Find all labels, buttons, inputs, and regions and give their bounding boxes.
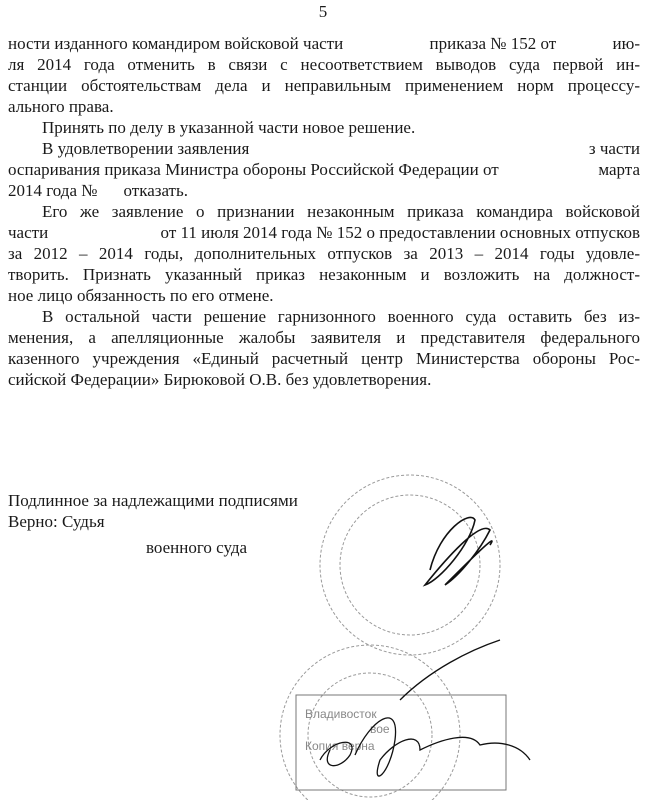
text-line: ля 2014 года отменить в связи с несоответствием выводов суда первой ин- xyxy=(8,55,640,74)
text-segment: от 11 июля 2014 года № 152 о предоставлении основных отпусков xyxy=(160,223,640,242)
stamp-box-line2: вое xyxy=(370,722,390,736)
stamp-box-line1: Владивосток xyxy=(305,707,377,721)
text-segment: 2014 года № xyxy=(8,181,98,200)
round-seal-top xyxy=(320,475,500,655)
text-segment: марта xyxy=(598,160,640,179)
signature-line-court: военного суда xyxy=(146,538,248,557)
text-segment: ности изданного командиром войсковой части xyxy=(8,34,344,53)
text-segment: части xyxy=(8,223,49,242)
signature-line-original: Подлинное за надлежащими подписями xyxy=(8,491,298,510)
text-line: В остальной части решение гарнизонного военного суда оставить без из- xyxy=(42,307,640,326)
text-line: Его же заявление о признании незаконным приказа командира войсковой xyxy=(42,202,640,221)
text-segment: В удовлетворении заявления xyxy=(42,139,250,158)
text-segment: з части xyxy=(588,139,640,158)
round-seal-bottom xyxy=(280,645,506,800)
text-segment: отказать. xyxy=(123,181,188,200)
signature-line-judge: Верно: Судья xyxy=(8,512,105,531)
page-number: 5 xyxy=(318,2,328,21)
text-segment: приказа № 152 от xyxy=(429,34,557,53)
text-line: сийской Федерации» Бирюковой О.В. без удовлетворения. xyxy=(8,370,432,389)
text-segment: оспаривания приказа Министра обороны Российской Федерации от xyxy=(8,160,499,179)
text-line: казенного учреждения «Единый расчетный центр Министерства обороны Рос- xyxy=(8,349,640,368)
text-line: Принять по делу в указанной части новое решение. xyxy=(42,118,416,137)
text-line: творить. Признать указанный приказ незаконным и возложить на должност- xyxy=(8,265,640,284)
text-line: менения, а апелляционные жалобы заявителя и представителя федерального xyxy=(8,328,640,347)
text-line: станции обстоятельствам дела и неправильным применением норм процессу- xyxy=(8,76,640,95)
stamp-box-line3: Копия верна xyxy=(305,739,375,753)
text-line: ное лицо обязанность по его отмене. xyxy=(8,286,274,305)
text-line: ального права. xyxy=(8,97,114,116)
judge-signature xyxy=(425,517,492,585)
text-segment: ию- xyxy=(612,34,640,53)
text-line: за 2012 – 2014 годы, дополнительных отпусков за 2013 – 2014 годы удовле- xyxy=(8,244,640,263)
